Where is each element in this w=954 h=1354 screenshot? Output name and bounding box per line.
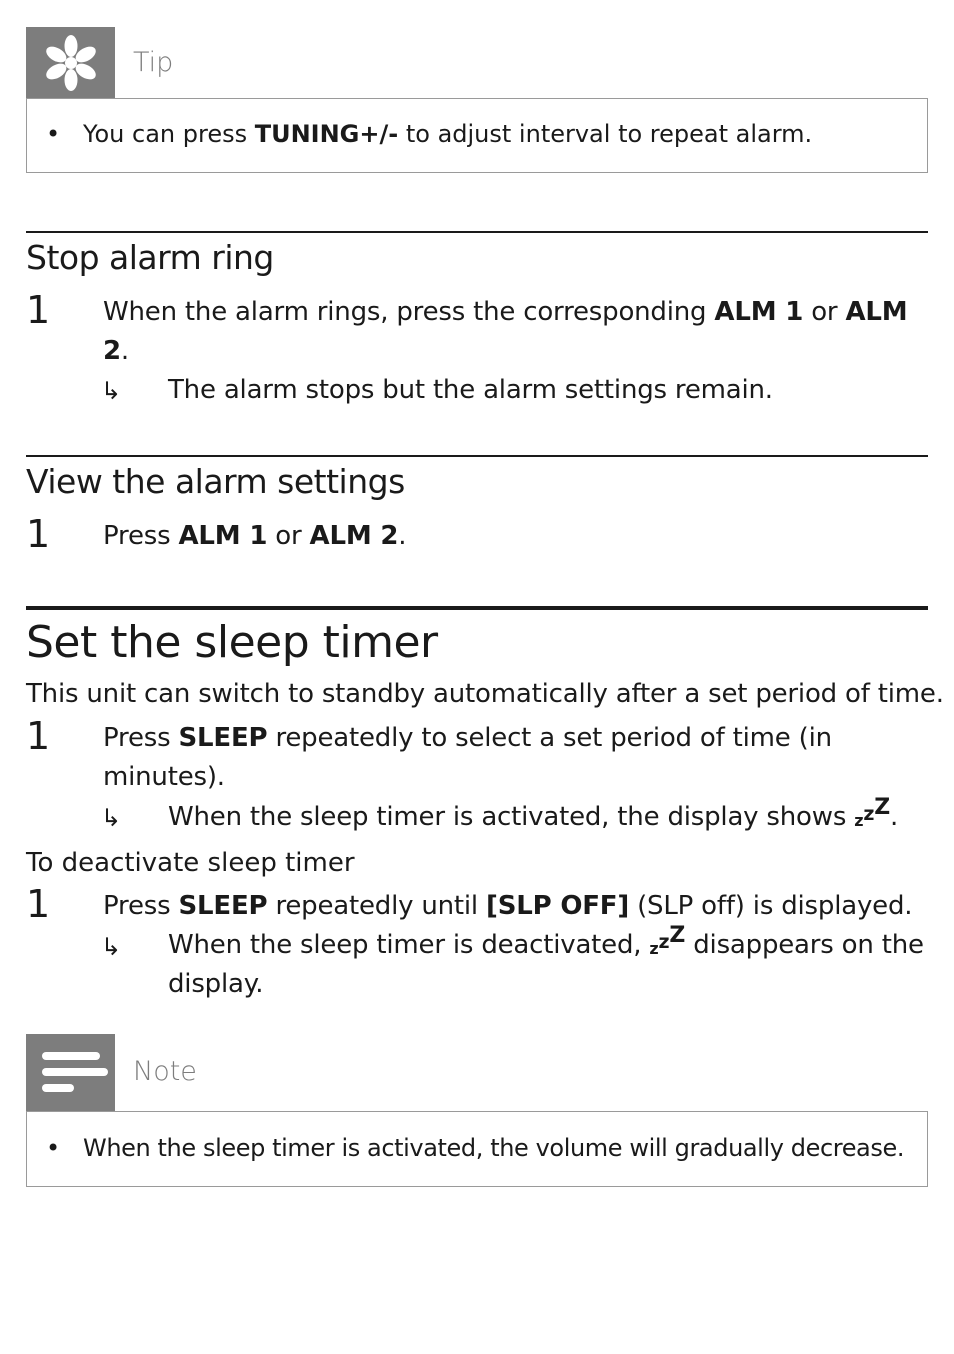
stop-alarm-step-line1 bbox=[103, 297, 907, 327]
view-alarm-step bbox=[103, 521, 406, 551]
sleep-result bbox=[168, 795, 899, 832]
deactivate-result-line2: display. bbox=[168, 969, 264, 999]
tip-asterisk-icon bbox=[26, 27, 115, 99]
result-arrow-icon: ↳ bbox=[101, 377, 122, 405]
tip-text-pre: You can press bbox=[83, 120, 255, 148]
step-number: 1 bbox=[26, 882, 51, 926]
key-alm2: ALM 2 bbox=[309, 521, 399, 551]
tip-text-post: to adjust interval to repeat alarm. bbox=[398, 120, 813, 148]
section-rule-view-alarm bbox=[26, 455, 928, 457]
key-2: 2 bbox=[103, 336, 121, 366]
sleep-step-line2: minutes). bbox=[103, 762, 225, 792]
display-slp-off: [SLP OFF] bbox=[486, 891, 630, 921]
tip-bullet: • bbox=[46, 120, 61, 148]
text-segment: When the alarm rings, press the corresponding bbox=[103, 297, 715, 327]
note-icon-box bbox=[26, 1034, 115, 1112]
tip-text bbox=[83, 120, 812, 148]
zzz-char: z bbox=[863, 803, 875, 825]
zzz-char: z bbox=[658, 931, 670, 953]
tip-title: Tip bbox=[133, 47, 174, 78]
section-rule-stop-alarm bbox=[26, 231, 928, 233]
heading-view-alarm: View the alarm settings bbox=[26, 462, 405, 501]
tip-icon-box bbox=[26, 27, 115, 99]
text-segment: When the sleep timer is deactivated, bbox=[168, 930, 650, 960]
text-segment: . bbox=[889, 802, 899, 832]
text-segment: repeatedly to select a set period of time (in bbox=[267, 723, 832, 753]
key-sleep: SLEEP bbox=[178, 891, 268, 921]
deactivate-step bbox=[103, 891, 912, 921]
step-number: 1 bbox=[26, 714, 51, 758]
deactivate-result-line1 bbox=[168, 923, 924, 960]
heading-deactivate: To deactivate sleep timer bbox=[26, 848, 355, 878]
note-text: When the sleep timer is activated, the volume will gradually decrease. bbox=[83, 1134, 905, 1162]
text-segment: disappears on the bbox=[685, 930, 924, 960]
text-segment: Press bbox=[103, 521, 179, 551]
step-number: 1 bbox=[26, 512, 51, 556]
note-lines-icon bbox=[26, 1034, 115, 1112]
heading-stop-alarm: Stop alarm ring bbox=[26, 238, 274, 277]
key-alm1: ALM 1 bbox=[714, 297, 804, 327]
text-segment: (SLP off) is displayed. bbox=[629, 891, 913, 921]
sleep-step-line1 bbox=[103, 723, 832, 753]
tip-text-bold: TUNING+/- bbox=[254, 120, 399, 148]
note-bullet: • bbox=[46, 1134, 61, 1162]
heading-sleep-timer: Set the sleep timer bbox=[26, 617, 438, 668]
sleep-intro: This unit can switch to standby automatically after a set period of time. bbox=[26, 679, 944, 709]
step-number: 1 bbox=[26, 288, 51, 332]
text-segment: When the sleep timer is activated, the display shows bbox=[168, 802, 855, 832]
zzz-char: Z bbox=[874, 795, 890, 820]
text-segment: or bbox=[803, 297, 846, 327]
zzz-char: Z bbox=[669, 923, 686, 948]
text-segment: Press bbox=[103, 891, 179, 921]
result-arrow-icon: ↳ bbox=[101, 933, 122, 961]
text-segment: . bbox=[398, 521, 407, 551]
text-segment: Press bbox=[103, 723, 179, 753]
key-sleep: SLEEP bbox=[178, 723, 268, 753]
text-segment: or bbox=[267, 521, 310, 551]
key-alm1: ALM 1 bbox=[178, 521, 268, 551]
sleep-zzz-icon bbox=[854, 795, 890, 830]
result-arrow-icon: ↳ bbox=[101, 804, 122, 832]
note-title: Note bbox=[133, 1056, 197, 1087]
zzz-char: z bbox=[649, 939, 659, 958]
zzz-char: z bbox=[854, 811, 864, 830]
stop-alarm-step-line2 bbox=[103, 336, 129, 366]
sleep-zzz-icon bbox=[649, 923, 686, 958]
stop-alarm-result: The alarm stops but the alarm settings remain. bbox=[168, 375, 773, 405]
text-segment: . bbox=[120, 336, 129, 366]
text-segment: repeatedly until bbox=[267, 891, 487, 921]
section-rule-sleep bbox=[26, 606, 928, 610]
key-alm: ALM bbox=[845, 297, 908, 327]
